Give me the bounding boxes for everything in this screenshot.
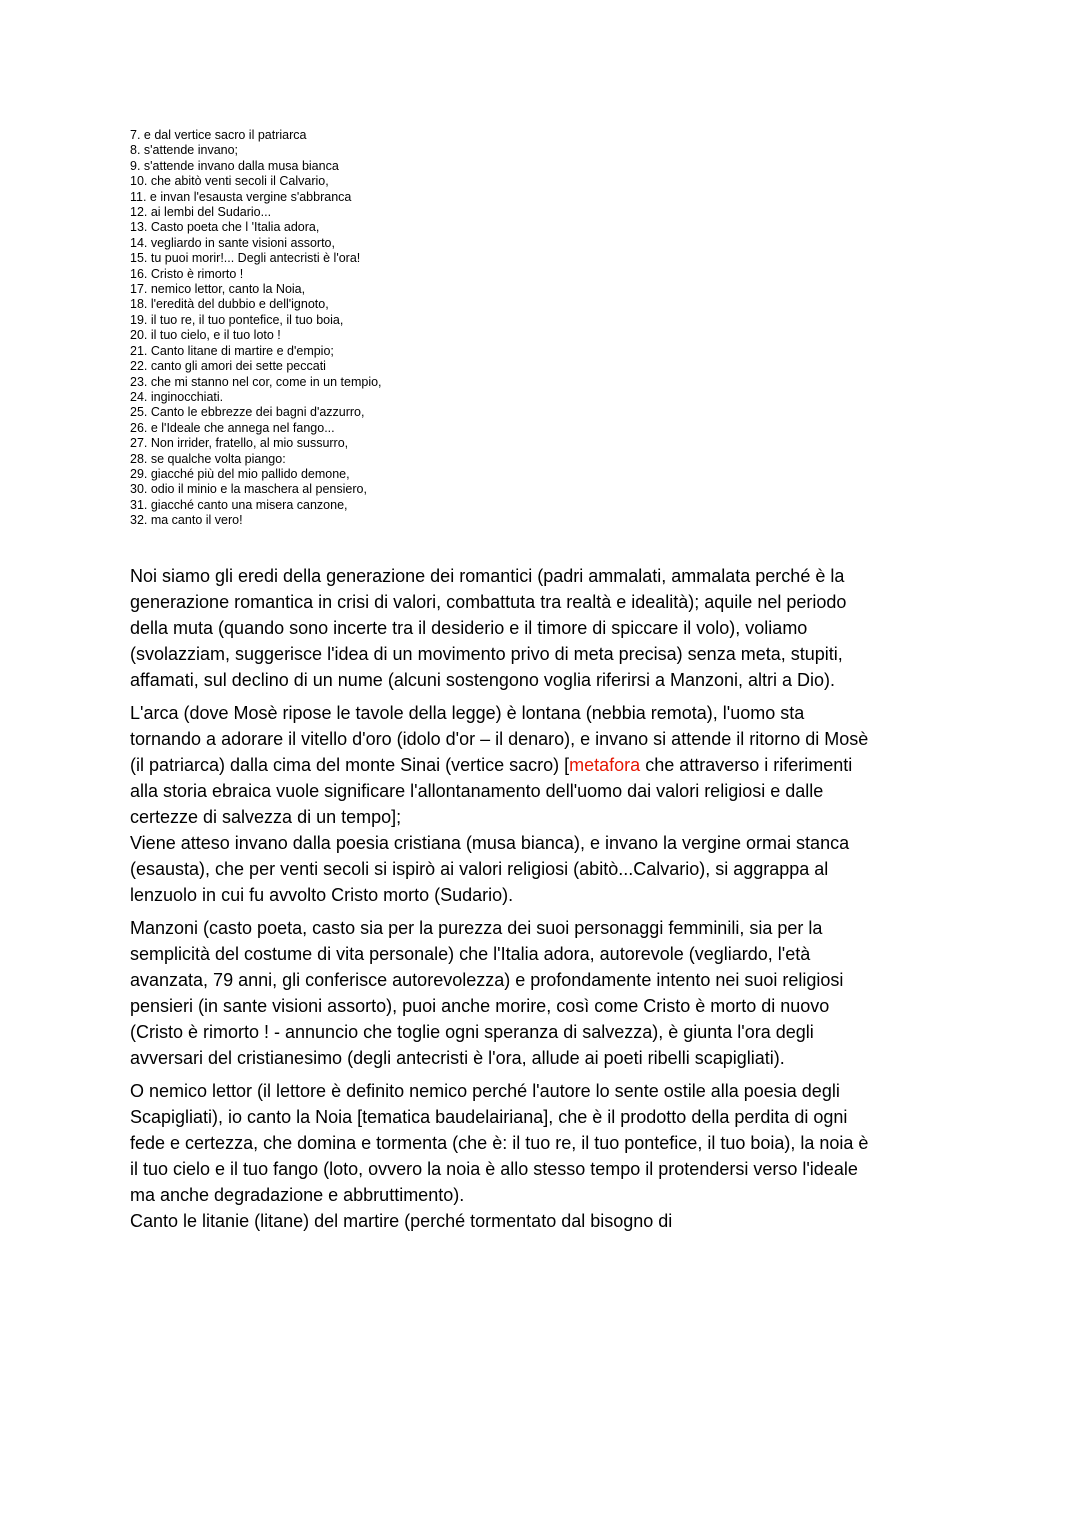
- paragraph-4-continuation: Canto le litanie (litane) del martire (perché tormentato dal bisogno di: [130, 1210, 673, 1231]
- poem-line: 28. se qualche volta piango:: [130, 451, 286, 466]
- poem-line: 20. il tuo cielo, e il tuo loto !: [130, 328, 281, 343]
- analysis-text: [130, 563, 872, 1234]
- poem-line: 18. l'eredità del dubbio e dell'ignoto,: [130, 297, 329, 312]
- poem-line: 8. s'attende invano;: [130, 143, 239, 158]
- analysis-paragraph-3: Manzoni (casto poeta, casto sia per la purezza dei suoi personaggi femminili, sia per la semplicità del costume di vita personale) che l'Italia adora, autorevole (vegliardo, l'età avanzata, 79 anni, gli conferisce autorevolezza) e profondamente intento nei suoi religiosi pensieri (in sante visioni assorto), puoi anche morire, così come Cristo è morto di nuovo (Cristo è rimorto ! - annuncio che toglie ogni speranza di salvezza), è giunta l'ora degli avversari del cristianesimo (degli antecristi è l'ora, allude ai poeti ribelli scapigliati).: [130, 917, 844, 1068]
- metafora-highlighted-word: metafora: [569, 754, 641, 775]
- poem-line: 15. tu puoi morir!... Degli antecristi è l'ora!: [130, 251, 361, 266]
- poem-line: 16. Cristo è rimorto !: [130, 266, 244, 281]
- analysis-paragraph-4: [130, 1078, 872, 1234]
- paragraph-2-text-after: che attraverso i riferimenti alla storia ebraica vuole significare l'allontanamento dell'uomo dai valori religiosi e dalle certezze di salvezza di un tempo];: [130, 754, 853, 827]
- poem-line: 11. e invan l'esausta vergine s'abbranca: [130, 189, 352, 204]
- poem-line: 22. canto gli amori dei sette peccati: [130, 359, 326, 374]
- poem-line: 17. nemico lettor, canto la Noia,: [130, 282, 306, 297]
- poem-line: 27. Non irrider, fratello, al mio sussurro,: [130, 436, 349, 451]
- poem-line: 30. odio il minio e la maschera al pensiero,: [130, 482, 367, 497]
- poem-excerpt: [130, 128, 1080, 529]
- poem-line: 23. che mi stanno nel cor, come in un tempio,: [130, 374, 382, 389]
- analysis-paragraph-2: [130, 700, 872, 908]
- poem-line: 29. giacché più del mio pallido demone,: [130, 466, 350, 481]
- poem-line: 32. ma canto il vero!: [130, 513, 243, 528]
- paragraph-2-continuation: Viene atteso invano dalla poesia cristiana (musa bianca), e invano la vergine ormai stanca (esausta), che per venti secoli si ispirò ai valori religiosi (abitò...Calvario), si aggrappa al lenzuolo in cui fu avvolto Cristo morto (Sudario).: [130, 832, 850, 905]
- paragraph-4-main: O nemico lettor (il lettore è definito nemico perché l'autore lo sente ostile alla poesia degli Scapigliati), io canto la Noia [tematica baudelairiana], che è il prodotto della perdita di ogni fede e certezza, che domina e tormenta (che è: il tuo re, il tuo pontefice, il tuo boia), la noia è il tuo cielo e il tuo fango (loto, ovvero la noia è allo stesso tempo il protendersi verso l'ideale ma anche degradazione e abbruttimento).: [130, 1080, 869, 1205]
- poem-line: 26. e l'Ideale che annega nel fango...: [130, 420, 335, 435]
- poem-line: 21. Canto litane di martire e d'empio;: [130, 343, 334, 358]
- poem-line: 24. inginocchiati.: [130, 389, 224, 404]
- paragraph-2-text-before: L'arca (dove Mosè ripose le tavole della legge) è lontana (nebbia remota), l'uomo sta tornando a adorare il vitello d'oro (idolo d'or – il denaro), e invano si attende il ritorno di Mosè (il patriarca) dalla cima del monte Sinai (vertice sacro) [: [130, 702, 869, 775]
- poem-line: 7. e dal vertice sacro il patriarca: [130, 128, 307, 142]
- poem-line: 10. che abitò venti secoli il Calvario,: [130, 174, 329, 189]
- poem-line: 14. vegliardo in sante visioni assorto,: [130, 235, 335, 250]
- poem-line: 19. il tuo re, il tuo pontefice, il tuo boia,: [130, 312, 344, 327]
- analysis-paragraph-1: Noi siamo gli eredi della generazione dei romantici (padri ammalati, ammalata perché è la generazione romantica in crisi di valori, combattuta tra realtà e idealità); aquile nel periodo della muta (quando sono incerte tra il desiderio e il timore di spiccare il volo), voliamo (svolazziam, suggerisce l'idea di un movimento privo di meta precisa) senza meta, stupiti, affamati, sul declino di un nume (alcuni sostengono voglia riferirsi a Manzoni, altri a Dio).: [130, 565, 847, 690]
- poem-line: 31. giacché canto una misera canzone,: [130, 497, 348, 512]
- poem-line: 13. Casto poeta che l 'Italia adora,: [130, 220, 320, 235]
- poem-line: 12. ai lembi del Sudario...: [130, 205, 272, 220]
- poem-line: 9. s'attende invano dalla musa bianca: [130, 158, 339, 173]
- poem-line: 25. Canto le ebbrezze dei bagni d'azzurro,: [130, 405, 365, 420]
